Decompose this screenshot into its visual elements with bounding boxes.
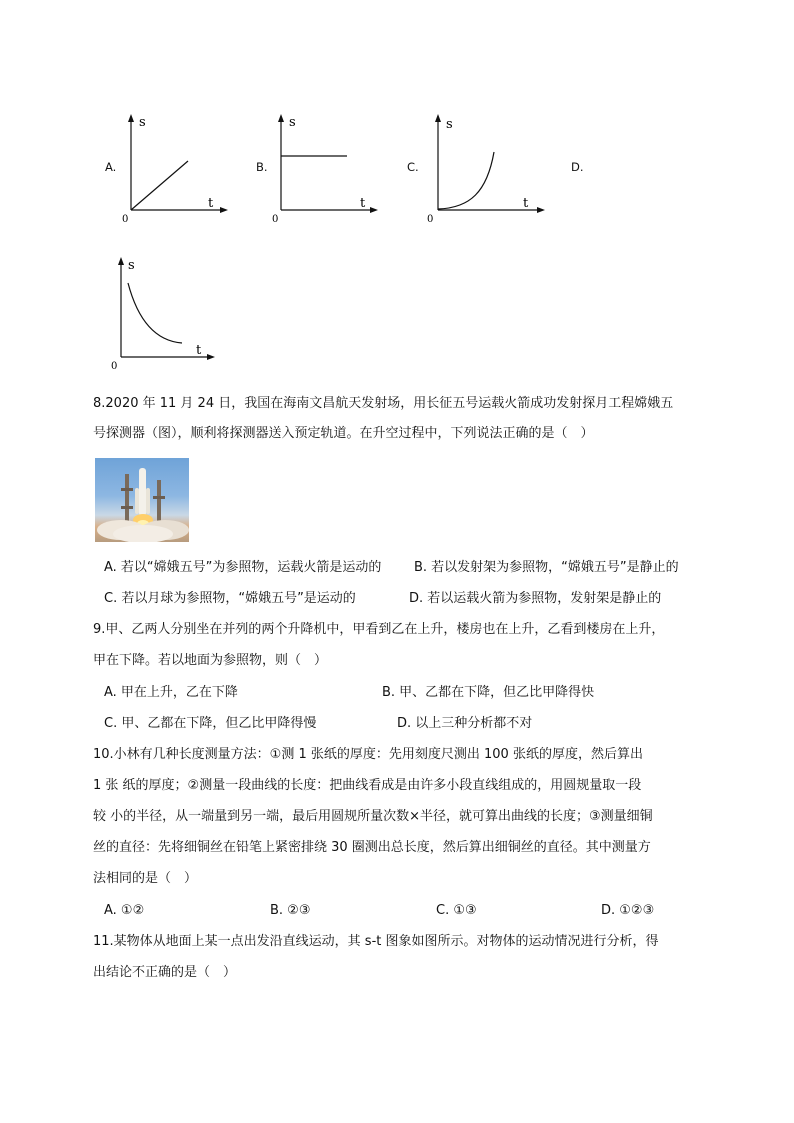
q10-stem-line3: 较 小的半径，从一端量到另一端，最后用圆规所量次数×半径，就可算出曲线的长度；③测量细铜 [93, 809, 653, 824]
q9-stem-line2: 甲在下降。若以地面为参照物，则（ ） [93, 653, 328, 668]
q9-option-c: C. 甲、乙都在下降，但乙比甲降得慢 [104, 716, 317, 731]
graph-d [108, 253, 223, 371]
graph-a-ylabel: s [139, 115, 146, 130]
graph-d-ylabel: s [128, 258, 135, 273]
q8-stem-line2: 号探测器（图），顺利将探测器送入预定轨道。在升空过程中，下列说法正确的是（ ） [93, 426, 594, 441]
q10-option-d: D. ①②③ [601, 903, 655, 918]
q9-stem-line1: 9.甲、乙两人分别坐在并列的两个升降机中，甲看到乙在上升，楼房也在上升，乙看到楼房在上升， [93, 622, 665, 637]
q10-stem-line4: 丝的直径：先将细铜丝在铅笔上紧密排绕 30 圈测出总长度，然后算出细铜丝的直径。其中测量方 [93, 840, 651, 855]
graph-c-origin: 0 [427, 214, 434, 224]
graph-b-origin: 0 [272, 214, 279, 224]
graph-c [425, 112, 550, 224]
q11-stem-line1: 11.某物体从地面上某一点出发沿直线运动，其 s-t 图象如图所示。对物体的运动情况进行分析，得 [93, 934, 659, 949]
q10-stem-line2: 1 张 纸的厚度；②测量一段曲线的长度：把曲线看成是由许多小段直线组成的，用圆规量取一段 [93, 778, 642, 793]
graph-d-xlabel: t [196, 343, 202, 358]
q8-stem-line1: 8.2020 年 11 月 24 日，我国在海南文昌航天发射场，用长征五号运载火箭成功发射探月工程嫦娥五 [93, 396, 674, 411]
graph-b-ylabel: s [289, 115, 296, 130]
q8-option-b: B. 若以发射架为参照物，“嫦娥五号”是静止的 [414, 560, 679, 575]
graph-a-origin: 0 [122, 214, 129, 224]
graph-b [268, 112, 383, 224]
graph-a-xlabel: t [208, 196, 214, 211]
q10-stem-line1: 10.小林有几种长度测量方法：①测 1 张纸的厚度：先用刻度尺测出 100 张纸的厚度，然后算出 [93, 747, 643, 762]
q9-option-a: A. 甲在上升，乙在下降 [104, 685, 238, 700]
option-d-label: D. [571, 160, 584, 174]
q9-option-b: B. 甲、乙都在下降，但乙比甲降得快 [382, 685, 595, 700]
option-b-label: B. [256, 160, 268, 174]
q8-option-c: C. 若以月球为参照物，“嫦娥五号”是运动的 [104, 591, 356, 606]
graph-c-ylabel: s [446, 117, 453, 132]
graph-c-xlabel: t [523, 196, 529, 211]
q10-option-a: A. ①② [104, 903, 145, 918]
graph-a [118, 112, 233, 224]
q10-stem-line5: 法相同的是（ ） [93, 871, 198, 886]
option-c-label: C. [407, 160, 419, 174]
q10-option-b: B. ②③ [270, 903, 311, 918]
rocket-launch-photo [95, 458, 189, 542]
graph-d-curve [128, 283, 182, 343]
graph-b-xlabel: t [360, 196, 366, 211]
q9-option-d: D. 以上三种分析都不对 [397, 716, 533, 731]
rocket-launch-drawing [95, 458, 189, 542]
graph-a-curve [131, 161, 188, 210]
q11-stem-line2: 出结论不正确的是（ ） [93, 965, 237, 980]
q8-option-d: D. 若以运载火箭为参照物，发射架是静止的 [409, 591, 662, 606]
q10-option-c: C. ①③ [436, 903, 477, 918]
graph-d-origin: 0 [111, 361, 118, 371]
graph-c-curve [438, 152, 494, 209]
q8-option-a: A. 若以“嫦娥五号”为参照物，运载火箭是运动的 [104, 560, 382, 575]
option-a-label: A. [105, 160, 117, 174]
